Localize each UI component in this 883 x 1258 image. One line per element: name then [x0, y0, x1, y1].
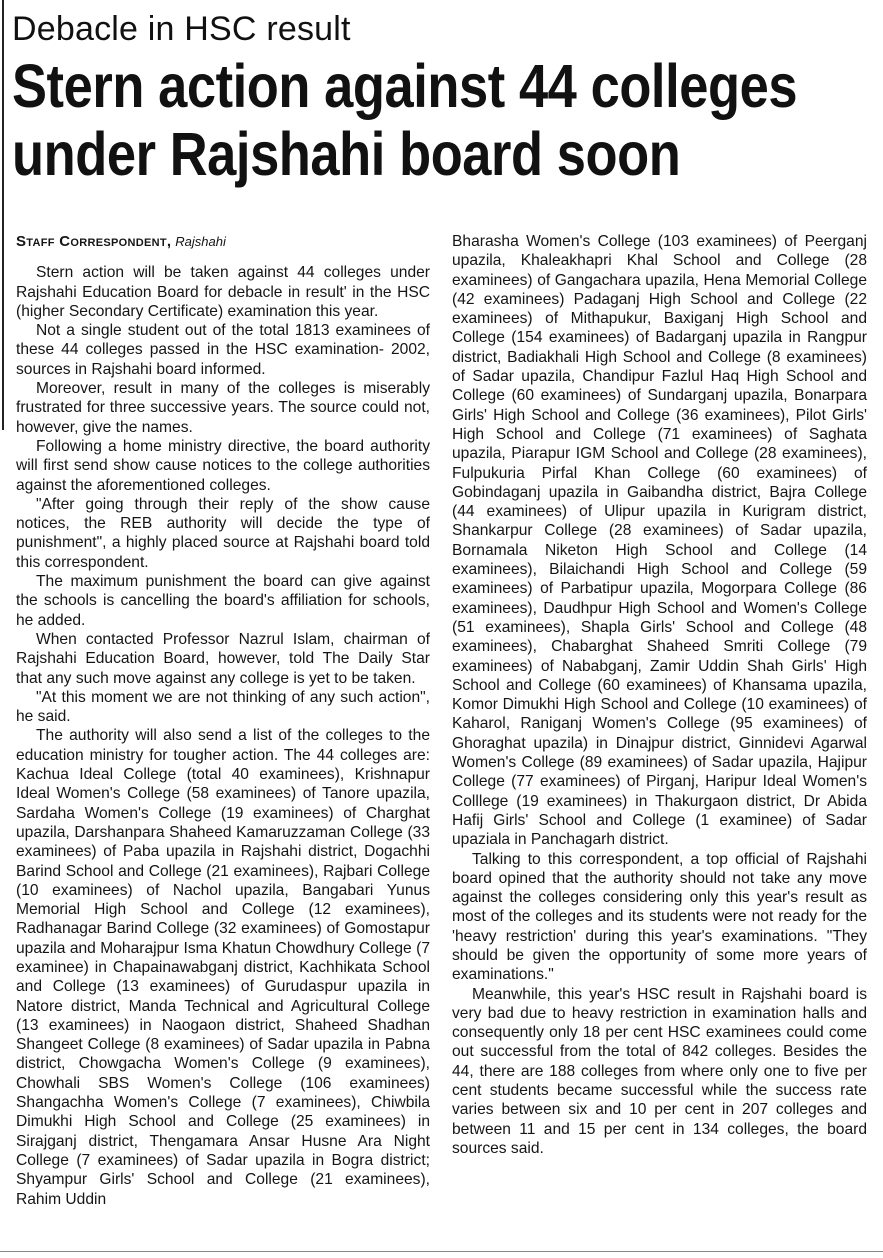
paragraph: Moreover, result in many of the colleges is miserably frustrated for three successive years. The source could not, however, give the names. [16, 380, 430, 436]
article-column-left [16, 232, 430, 1209]
paragraph: The authority will also send a list of the colleges to the education ministry for tougher action. The 44 colleges are: Kachua Ideal College (total 40 examinees), Krishnapur Ideal Women's College (58 examinees) of Tanore upazila, Sardaha Women's College (19 examinees) of Charghat upazila, Darshanpara Shaheed Kamaruzzaman College (33 examinees) of Paba upazila in Rajshahi district, Dogachhi Barind School and College (21 examinees), Rajbari College (10 examinees) of Nachol upazila, Bangabari Yunus Memorial High School and College (12 examinees), Radhanagar Barind College (32 examinees) of Gomostapur upazila and Moharajpur Isma Khatun Chowdhury College (7 examinee) in Chapainawabganj district, Kachhikata School and College (13 examinees) of Gurudaspur upazila in Natore district, Manda Technical and Agricultural College (13 examinees) in Naogaon district, Shaheed Shadhan Shangeet College (8 examinees) of Sadar upazila in Pabna district, Chowgacha Women's College (9 examinees), Chowhali SBS Women's College (106 examinees) Shangachha Women's College (7 examinees), Chiwbila Dimukhi High School and College (25 examinees) in Sirajganj district, Thengamara Ansar Husne Ara Night College (7 examinees) of Sadar upazila in Bogra district; Shyampur Girls' School and College (21 examinees), Rahim Uddin [16, 727, 430, 1208]
byline-name: Staff Correspondent, [16, 233, 172, 250]
paragraph: The maximum punishment the board can give against the schools is cancelling the board's affiliation for schools, he added. [16, 573, 430, 629]
paragraph: When contacted Professor Nazrul Islam, chairman of Rajshahi Education Board, however, told The Daily Star that any such move against any college is yet to be taken. [16, 630, 430, 687]
bottom-rule [0, 1251, 883, 1252]
byline-location: Rajshahi [175, 234, 226, 249]
paragraph: Following a home ministry directive, the board authority will first send show cause notices to the college authorities against the aforementioned colleges. [16, 437, 430, 494]
paragraph: "At this moment we are not thinking of any such action", he said. [16, 688, 430, 726]
paragraph: Stern action will be taken against 44 colleges under Rajshahi Education Board for debacle in result' in the HSC (higher Secondary Certificate) examination this year. [16, 264, 430, 320]
paragraph: Talking to this correspondent, a top official of Rajshahi board opined that the authority should not take any move against the colleges considering only this year's result as most of the colleges and its students were not ready for the 'heavy restriction' during this year's examinations. "They should be given the opportunity of some more years of examinations." [452, 850, 867, 984]
paragraph: Meanwhile, this year's HSC result in Rajshahi board is very bad due to heavy restriction in examination halls and consequently only 18 per cent HSC examinees could come out successful from the total of 842 colleges. Besides the 44, there are 188 colleges from where only one to five per cent students became successful while the success rate varies between six and 10 per cent in 207 colleges and between 11 and 15 per cent in 134 colleges, the board sources said. [452, 985, 867, 1157]
kicker: Debacle in HSC result [12, 10, 351, 48]
byline [16, 232, 430, 251]
paragraph: Bharasha Women's College (103 examinees) of Peerganj upazila, Khaleakhapri Khal School and College (28 examinees) of Gangachara upazila, Hena Memorial College (42 examinees) Padaganj High School and College (22 examinees) of Mithapukur, Baxiganj High School and College (154 examinees) of Badarganj upazila in Rangpur district, Badiakhali High School and College (8 examinees) of Sadar upazila, Chandipur Fazlul Haq High School and College (60 examinees) of Sundarganj upazila, Bonarpara Girls' High School and College (36 examinees), Pilot Girls' High School and College (71 examinees) of Saghata upazila, Piarapur IGM School and College (28 examinees), Fulpukuria Pirfal Khan College (60 examinees) of Gobindaganj upazila in Gaibandha district, Bajra College (44 examinees) of Ulipur upazila in Kurigram district, Shankarpur College (28 examinees) of Sadar upazila, Bornamala Niketon High School and College (14 examinees), Bilaichandi High School and College (59 examinees) of Parbatipur upazila, Mogorpara College (86 examinees), Daudhpur High School and Women's College (51 examinees), Shapla Girls' School and College (48 examinees), Chabarghat Shaheed Smriti College (79 examinees) of Nababganj, Zamir Uddin Shah Girls' High School and College (60 examinees) of Khansama upazila, Komor Dimukhi High School and College (10 examinees) of Kaharol, Raniganj Women's College (95 examinees) of Ghoraghat upazila) in Dinajpur district, Ginnidevi Agarwal Women's College (89 examinees) of Sadar upazila, Hajipur College (77 examinees) of Pirganj, Haripur Ideal Women's Colllege (19 examinees) in Thakurgaon district, Dr Abida Hafij Girls' School and College (1 examinee) of Sadar upaziala in Panchagarh district. [452, 233, 867, 849]
article-column-right [452, 232, 867, 1158]
headline: Stern action against 44 colleges under Rajshahi board soon [12, 52, 798, 188]
paragraph: Not a single student out of the total 1813 examinees of these 44 colleges passed in the HSC examination- 2002, sources in Rajshahi board informed. [16, 322, 430, 378]
column-rule [2, 0, 4, 430]
paragraph: "After going through their reply of the show cause notices, the REB authority will decide the type of punishment", a highly placed source at Rajshahi board told this correspondent. [16, 495, 430, 571]
